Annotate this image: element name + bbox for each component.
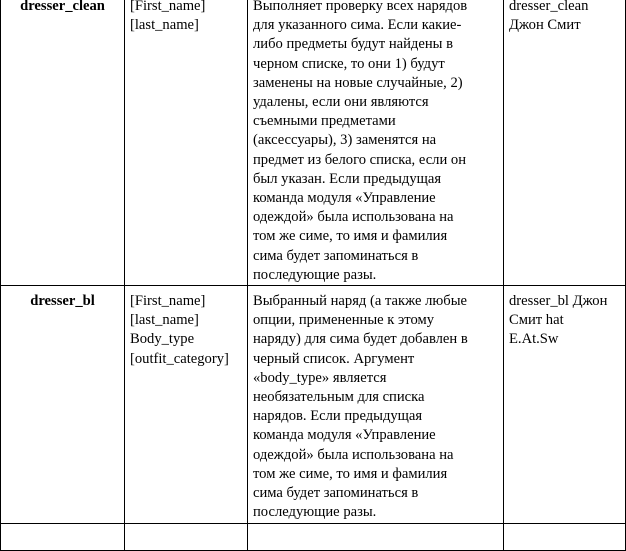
example-cell bbox=[504, 0, 626, 286]
description-line: либо предметы будут найдены в bbox=[253, 36, 453, 53]
command-name: dresser_bl bbox=[30, 293, 95, 310]
description-line: необязательным для списка bbox=[253, 389, 425, 406]
description-line: предмет из белого списка, если он bbox=[253, 151, 467, 168]
argument: [First_name] bbox=[130, 293, 206, 310]
description-line: наряду) для сима будет добавлен в bbox=[253, 331, 468, 348]
example-line: E.At.Sw bbox=[509, 331, 559, 348]
description-line: том же симе, то имя и фамилия bbox=[253, 228, 448, 245]
argument: [last_name] bbox=[130, 17, 199, 34]
description-line: сима будет запоминаться в bbox=[253, 247, 419, 264]
description-line: том же симе, то имя и фамилия bbox=[253, 465, 448, 482]
description-line: команда модуля «Управление bbox=[253, 190, 436, 207]
description-line: последующие разы. bbox=[253, 504, 377, 521]
table-row bbox=[1, 286, 626, 524]
description-cell bbox=[248, 286, 504, 524]
description-line: «body_type» является bbox=[253, 369, 387, 386]
example-line: Смит hat bbox=[509, 312, 564, 329]
argument: [last_name] bbox=[130, 312, 199, 329]
argument: Body_type bbox=[130, 331, 195, 348]
description-line: (аксессуары), 3) заменятся на bbox=[253, 132, 437, 149]
example-line: dresser_clean bbox=[509, 0, 589, 14]
description-line: съемными предметами bbox=[253, 113, 396, 130]
table-row bbox=[1, 524, 626, 551]
command-name-cell bbox=[1, 286, 125, 524]
command-name-cell bbox=[1, 0, 125, 286]
command-name: dresser_clean bbox=[20, 0, 105, 14]
description-line: одеждой» была использована на bbox=[253, 446, 454, 463]
argument: [First_name] bbox=[130, 0, 206, 14]
description-line: нарядов. Если предыдущая bbox=[253, 408, 423, 425]
description-line: Выбранный наряд (а также любые bbox=[253, 293, 468, 310]
description-line: для указанного сима. Если какие- bbox=[253, 17, 462, 34]
argument: [outfit_category] bbox=[130, 350, 229, 367]
description-line: опции, примененные к этому bbox=[253, 312, 435, 329]
description-line: черном списке, то они 1) будут bbox=[253, 55, 445, 72]
description-line: черный список. Аргумент bbox=[253, 350, 415, 367]
empty-cell bbox=[248, 524, 504, 551]
description-cell bbox=[248, 0, 504, 286]
empty-cell bbox=[1, 524, 125, 551]
arguments-cell bbox=[125, 0, 248, 286]
example-line: dresser_bl Джон bbox=[509, 293, 608, 310]
example-cell bbox=[504, 286, 626, 524]
description-line: последующие разы. bbox=[253, 266, 377, 283]
description-line: удалены, если они являются bbox=[253, 94, 429, 111]
arguments-cell bbox=[125, 286, 248, 524]
empty-cell bbox=[125, 524, 248, 551]
description-line: команда модуля «Управление bbox=[253, 427, 436, 444]
description-line: Выполняет проверку всех нарядов bbox=[253, 0, 468, 14]
description-line: заменены на новые случайные, 2) bbox=[253, 74, 463, 91]
description-line: одеждой» была использована на bbox=[253, 209, 454, 226]
description-line: был указан. Если предыдущая bbox=[253, 170, 442, 187]
example-line: Джон Смит bbox=[509, 17, 581, 34]
description-line: сима будет запоминаться в bbox=[253, 485, 419, 502]
empty-cell bbox=[504, 524, 626, 551]
table-row bbox=[1, 0, 626, 286]
